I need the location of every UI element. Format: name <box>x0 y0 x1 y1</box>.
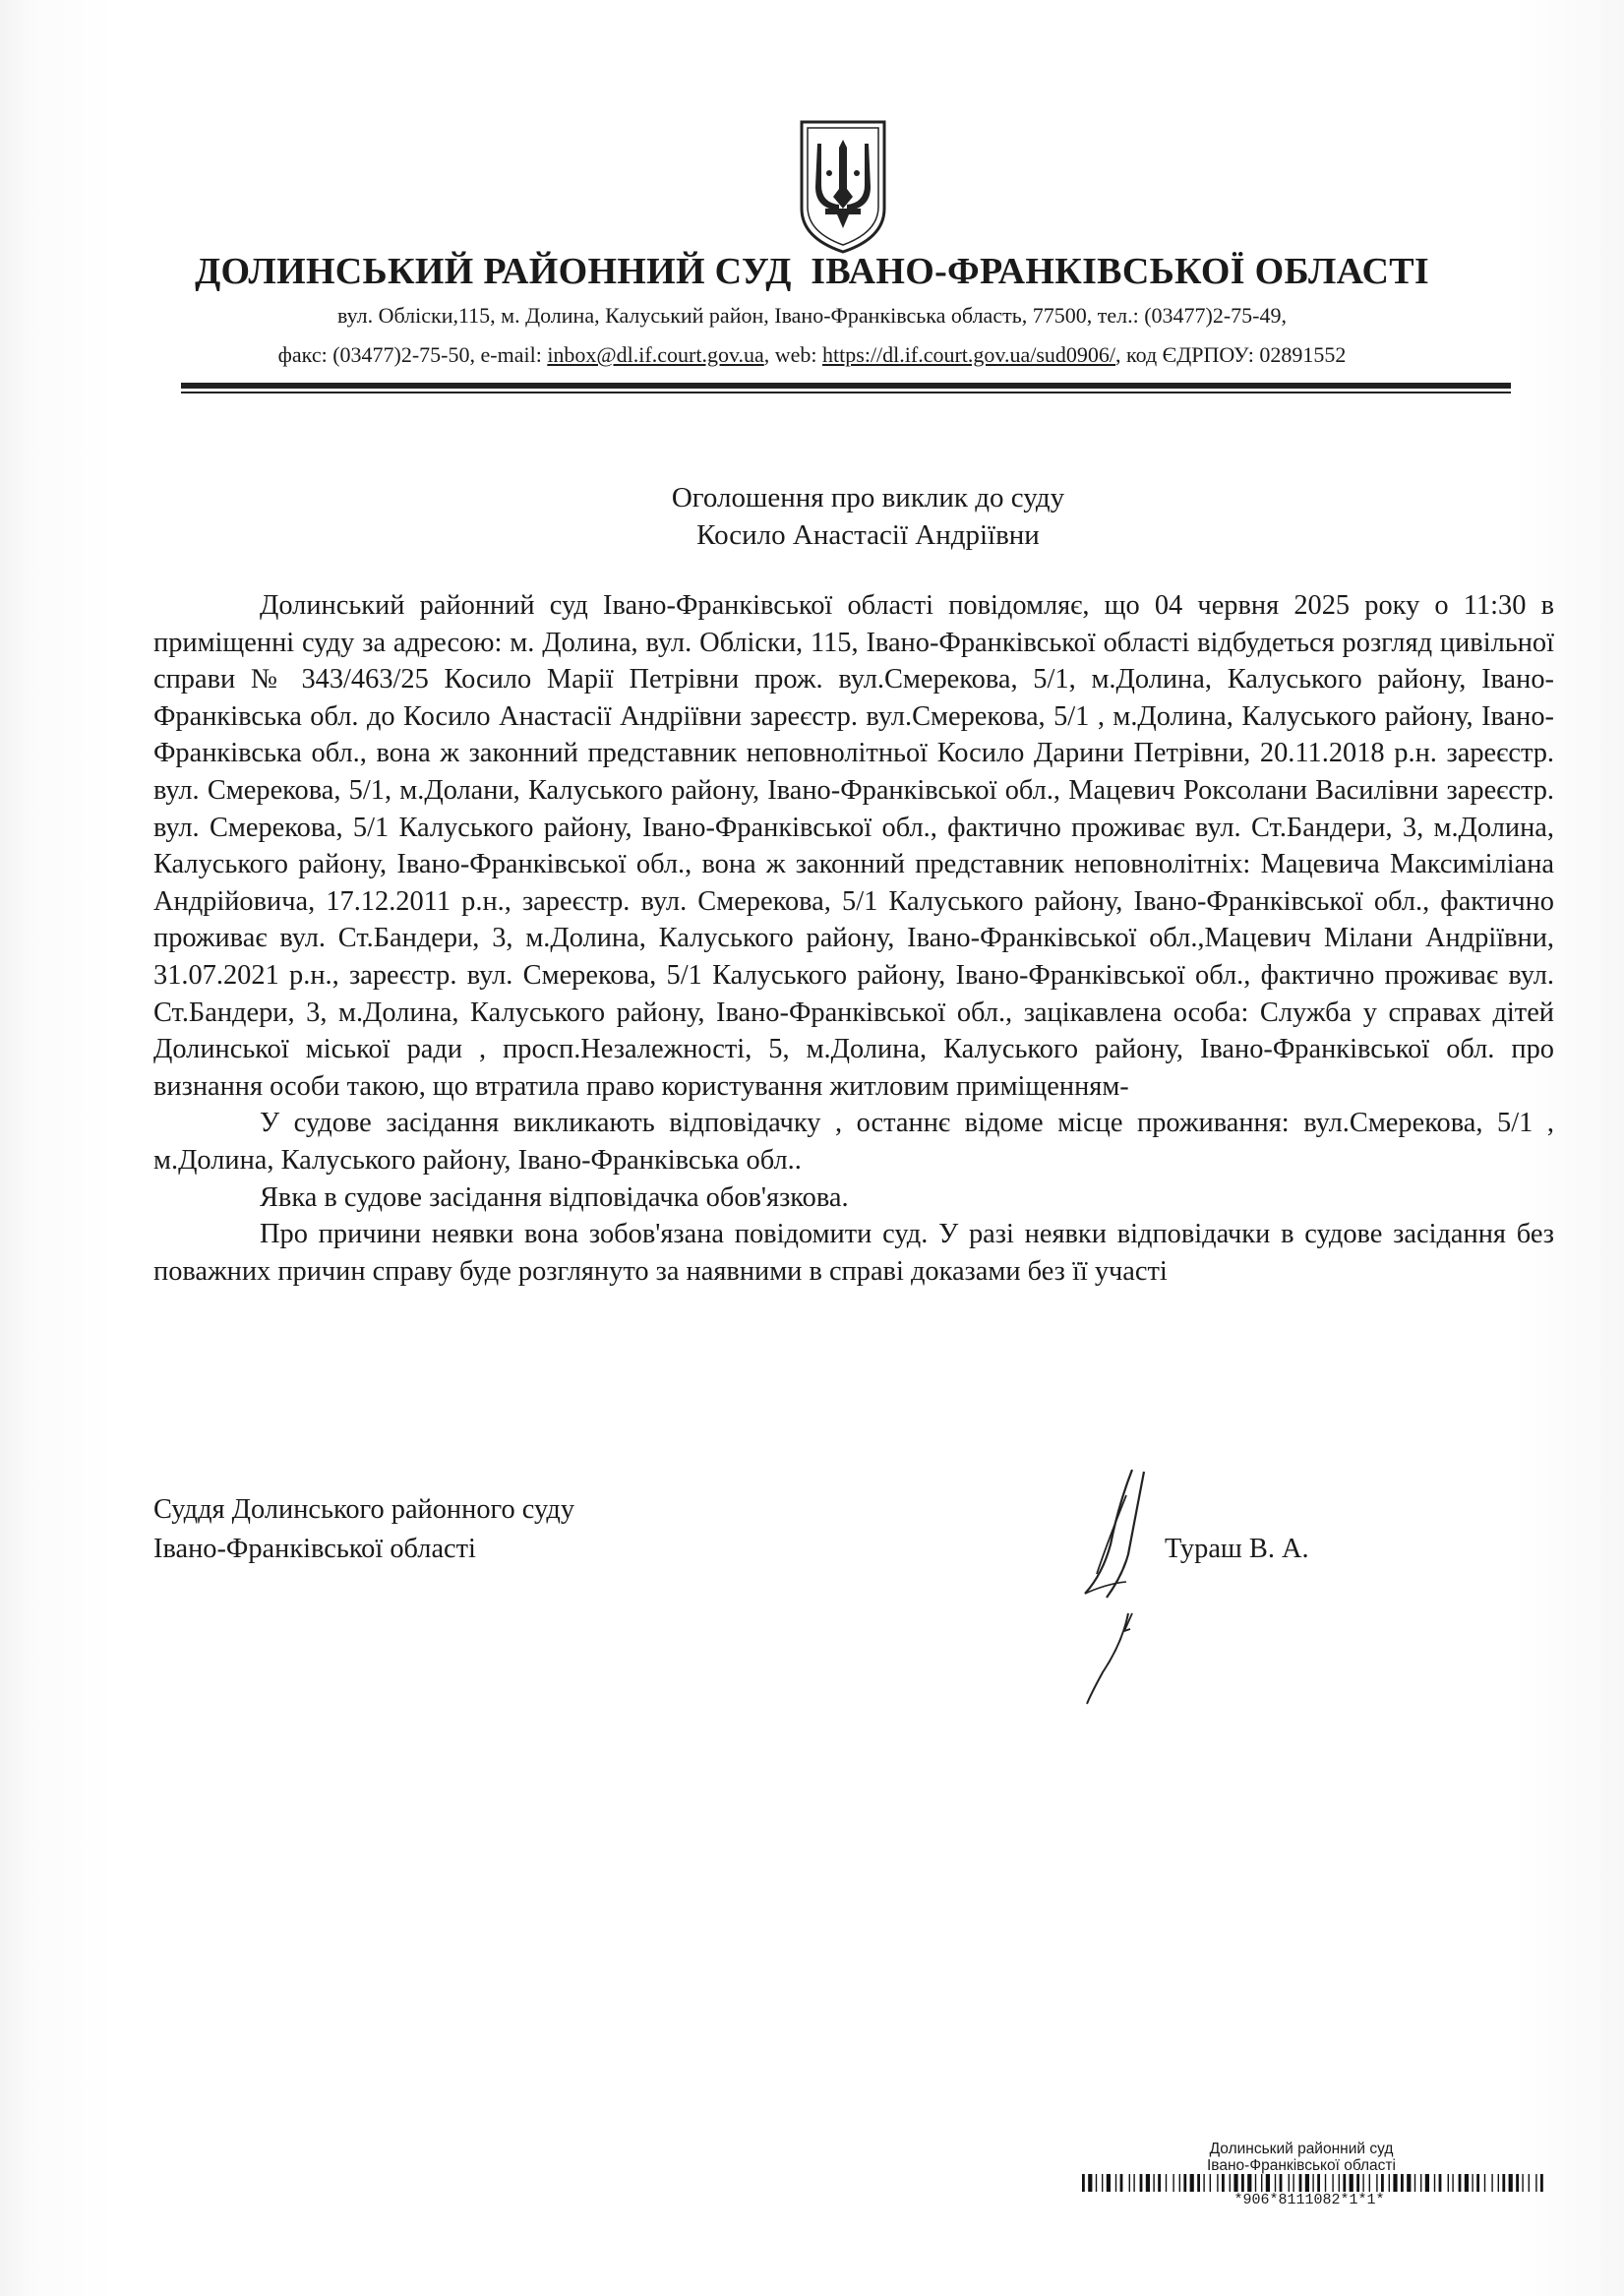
registry-stamp <box>1082 2141 1554 2174</box>
fax-text: факс: (03477)2-75-50, e-mail: <box>277 342 548 367</box>
email-link[interactable]: inbox@dl.if.court.gov.ua <box>547 342 764 367</box>
barcode-icon <box>1082 2174 1544 2192</box>
edrpou-code: , код ЄДРПОУ: 02891552 <box>1115 342 1347 367</box>
website-link[interactable]: https://dl.if.court.gov.ua/sud0906/ <box>822 342 1116 367</box>
notice-paragraph: Про причини неявки вона зобов'язана повідомити суд. У разі неявки відповідачки в судове засідання без поважних причин справу буде розглянуто за наявними в справі доказами без її участі <box>153 1219 1554 1287</box>
web-label: , web: <box>763 342 823 367</box>
header-divider-thin <box>181 392 1511 393</box>
notice-body <box>153 587 1554 1290</box>
notice-paragraph: Явка в судове засідання відповідачка обов'язкова. <box>260 1181 849 1213</box>
stamp-court-region: Івано-Франківської області <box>1207 2157 1396 2174</box>
header-divider-thick <box>181 383 1511 389</box>
judge-title-line: Івано-Франківської області <box>153 1534 476 1564</box>
stamp-court-name: Долинський районний суд <box>1209 2141 1394 2157</box>
barcode-number: *906*8111082*1*1* <box>1233 2192 1385 2208</box>
notice-addressee: Косило Анастасії Андріївни <box>696 519 1040 551</box>
judge-title <box>153 1490 574 1569</box>
judge-title-line: Суддя Долинського районного суду <box>153 1494 575 1525</box>
judge-name: Тураш В. А. <box>1165 1534 1309 1564</box>
notice-paragraph: У судове засідання викликають відповідачку , останнє відоме місце проживання: вул.Смерекова, 5/1 , м.Долина, Калуського району, Івано-Франківська обл.. <box>153 1108 1554 1176</box>
trident-emblem-icon <box>796 118 890 256</box>
court-address: вул. Обліски,115, м. Долина, Калуський район, Івано-Франківська область, 77500, тел.: (03477)2-75-49, <box>336 303 1288 328</box>
handwritten-signature <box>1067 1466 1185 1712</box>
court-name-heading: ДОЛИНСЬКИЙ РАЙОННИЙ СУД ІВАНО-ФРАНКІВСЬКОЇ ОБЛАСТІ <box>195 251 1429 292</box>
court-contacts <box>0 342 1624 368</box>
notice-title: Оголошення про виклик до суду <box>671 482 1065 514</box>
notice-paragraph: Долинський районний суд Івано-Франківської області повідомляє, що 04 червня 2025 року о 11:30 в приміщенні суду за адресою: м. Долина, вул. Обліски, 115, Івано-Франківської області відбудеться розгляд цивільної справи № 343/463/25 Косило Марії Петрівни прож. вул.Смерекова, 5/1, м.Долина, Калуського району, Івано-Франківська обл. до Косило Анастасії Андріївни зареєстр. вул.Смерекова, 5/1 , м.Долина, Калуського району, Івано-Франківська обл., вона ж законний представник неповнолітньої Косило Дарини Петрівни, 20.11.2018 р.н. зареєстр. вул. Смерекова, 5/1, м.Долани, Калуського району, Івано-Франківської обл., Мацевич Роксолани Василівни зареєстр. вул. Смерекова, 5/1 Калуського району, Івано-Франківської обл., фактично проживає вул. Ст.Бандери, 3, м.Долина, Калуського району, Івано-Франківської обл., вона ж законний представник неповнолітніх: Мацевича Максиміліана Андрійовича, 17.12.2011 р.н., зареєстр. вул. Смерекова, 5/1 Калуського району, Івано-Франківської обл., фактично проживає вул. Ст.Бандери, 3, м.Долина, Калуського району, Івано-Франківської обл.,Мацевич Мілани Андріївни, 31.07.2021 р.н., зареєстр. вул. Смерекова, 5/1 Калуського району, Івано-Франківської обл., фактично проживає вул. Ст.Бандери, 3, м.Долина, Калуського району, Івано-Франківської обл., зацікавлена особа: Служба у справах дітей Долинської міської ради , просп.Незалежності, 5, м.Долина, Калуського району, Івано-Франківської обл. про визнання особи такою, що втратила право користування житловим приміщенням- <box>153 590 1554 1102</box>
